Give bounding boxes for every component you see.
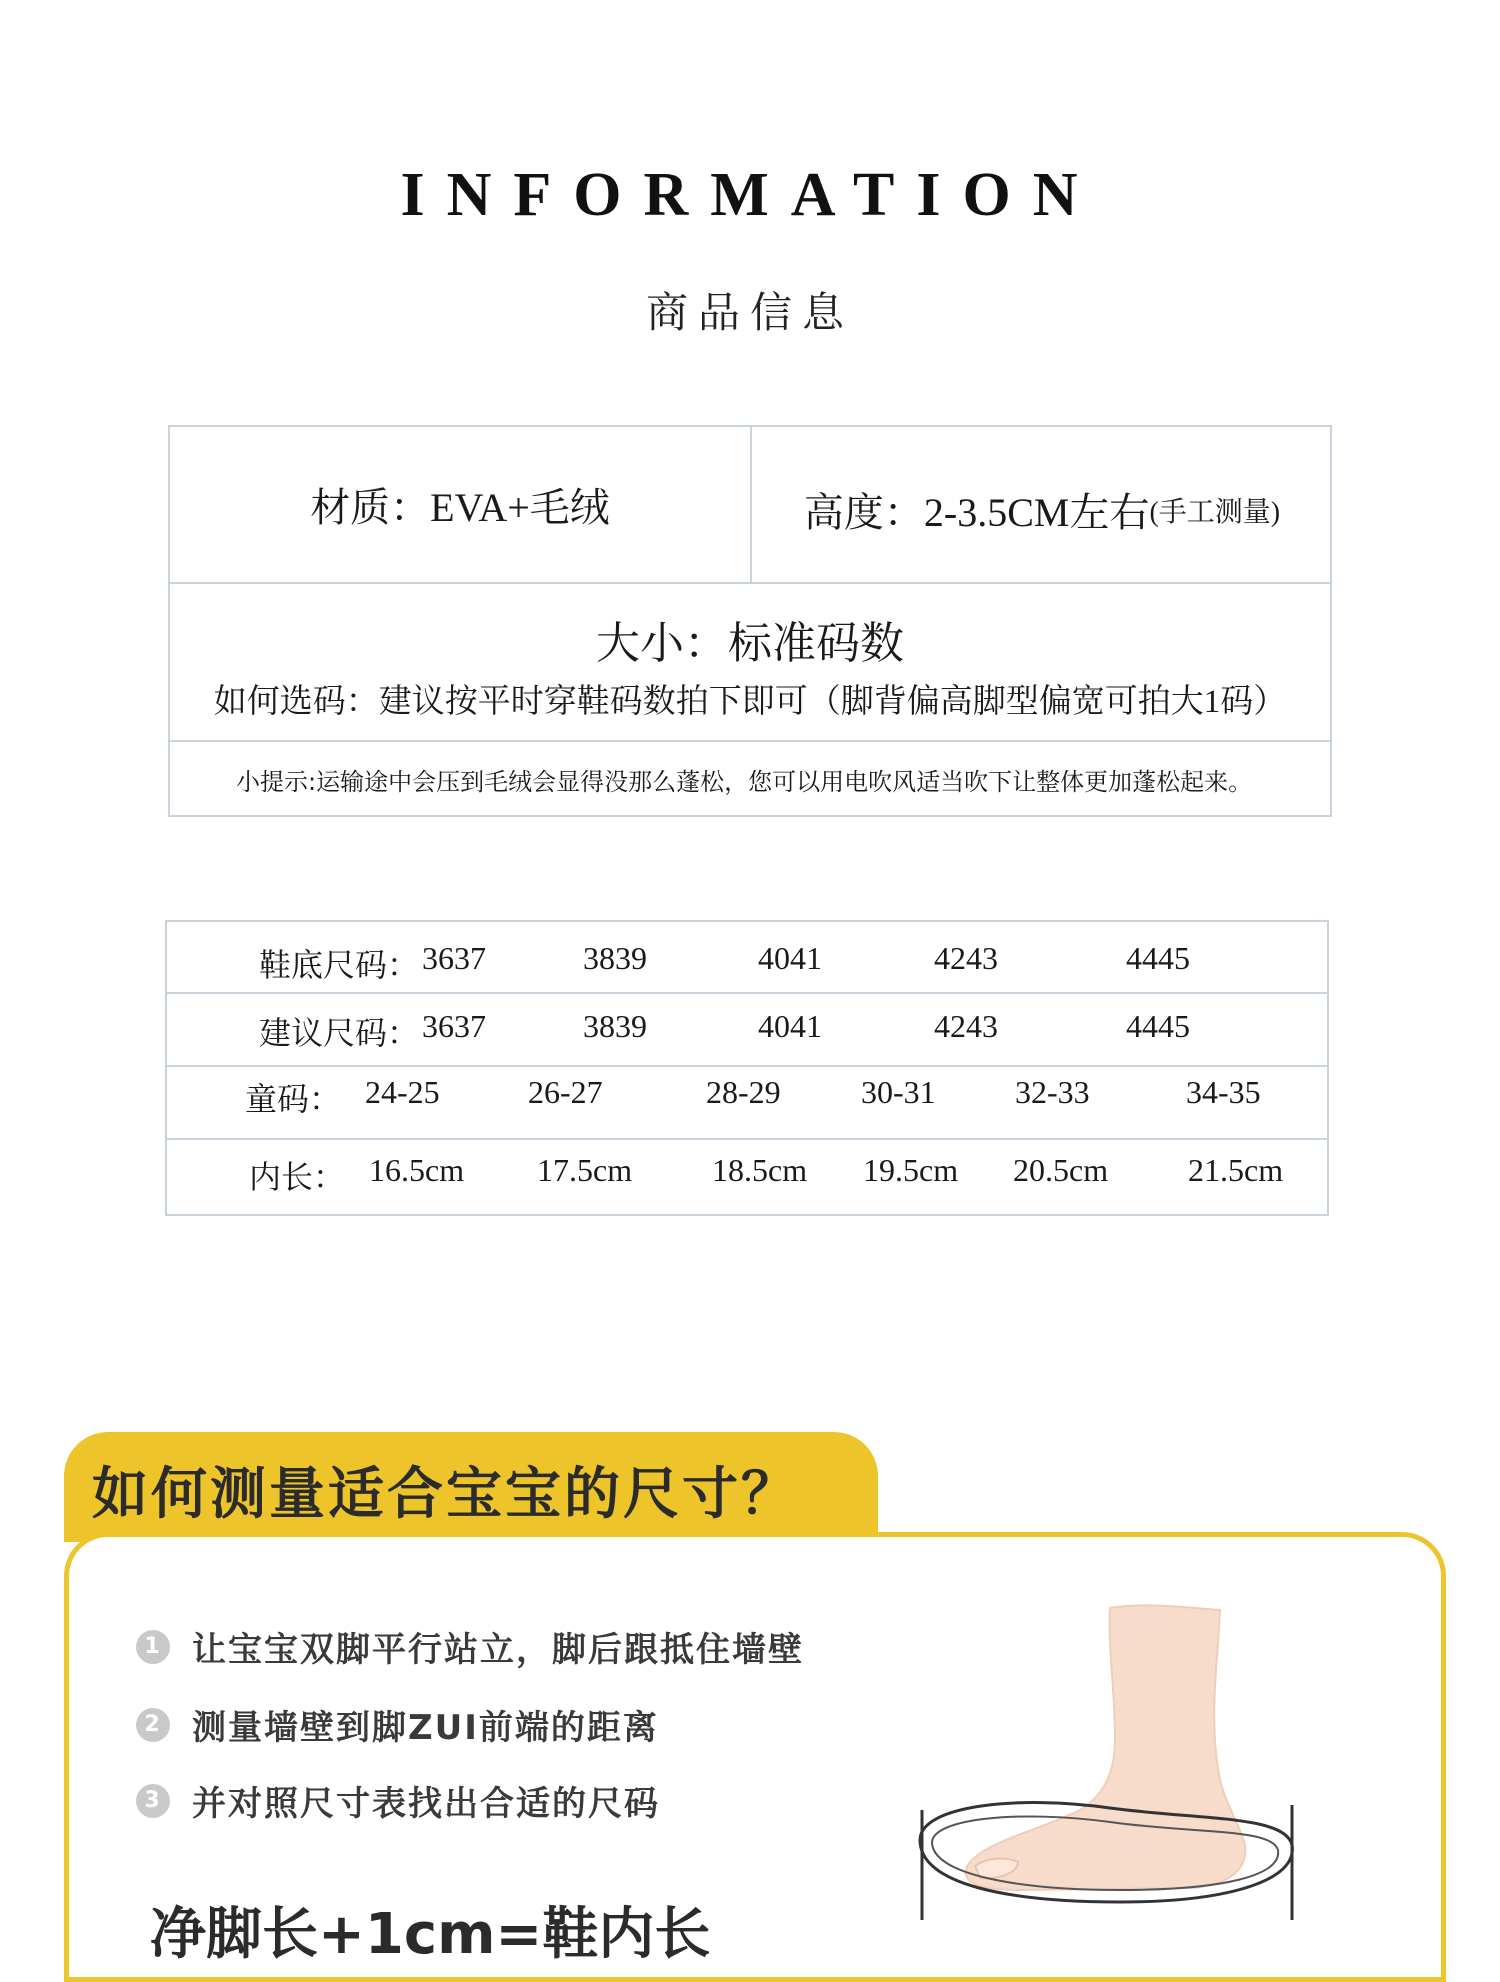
step-number-badge: 1 (136, 1630, 170, 1664)
material-text: 材质：EVA+毛绒 (310, 485, 610, 530)
table-cell: 20.5cm (1013, 1152, 1109, 1188)
table-cell: 3839 (583, 940, 647, 976)
foot-shape (966, 1605, 1246, 1890)
table-cell: 4445 (1126, 1008, 1190, 1044)
table-cell: 4243 (934, 940, 998, 976)
height-text: 高度：2-3.5CM左右 (803, 490, 1150, 535)
step-number-badge: 3 (136, 1784, 170, 1818)
row-label: 童码： (245, 1081, 342, 1117)
table-cell: 32-33 (1015, 1074, 1090, 1110)
table-cell: 3637 (422, 940, 486, 976)
step-number-badge: 2 (136, 1708, 170, 1742)
table-cell: 16.5cm (369, 1152, 465, 1188)
inner-length-row (167, 1152, 1327, 1222)
material-cell (170, 427, 750, 582)
table-cell: 28-29 (706, 1074, 781, 1110)
table-cell: 30-31 (861, 1074, 936, 1110)
suggested-size-row (167, 1008, 1327, 1078)
step-text: 并对照尺寸表找出合适的尺码 (192, 1784, 660, 1824)
step-1 (136, 1622, 804, 1671)
guide-title: 如何测量适合宝宝的尺寸？ (92, 1462, 800, 1527)
table-cell: 26-27 (528, 1074, 603, 1110)
measure-formula: 净脚长+1cm=鞋内长 (150, 1902, 711, 1967)
step-3 (136, 1776, 660, 1825)
table-cell: 17.5cm (537, 1152, 633, 1188)
foot-measure-illustration (900, 1590, 1320, 1920)
row-divider (170, 740, 1330, 742)
table-cell: 4041 (758, 1008, 822, 1044)
shipping-tip: 小提示:运输途中会压到毛绒会显得没那么蓬松，您可以用电吹风适当吹下让整体更加蓬松起来。 (236, 768, 1253, 796)
size-selection-tip: 如何选码：建议按平时穿鞋码数拍下即可（脚背偏高脚型偏宽可拍大1码） (213, 684, 1287, 720)
size-standard-text: 大小：标准码数 (596, 619, 904, 668)
row-divider (170, 582, 1330, 584)
height-cell (752, 427, 1332, 582)
table-cell: 4445 (1126, 940, 1190, 976)
product-info-table (168, 425, 1332, 817)
step-2 (136, 1700, 659, 1749)
height-note: (手工测量) (1149, 496, 1281, 528)
table-cell: 21.5cm (1188, 1152, 1284, 1188)
sole-size-row (167, 940, 1327, 1010)
kids-size-row (167, 1074, 1327, 1144)
row-label: 鞋底尺码： (259, 947, 420, 983)
table-cell: 34-35 (1186, 1074, 1261, 1110)
page-title: INFORMATION (400, 161, 1100, 229)
table-cell: 19.5cm (863, 1152, 959, 1188)
step-text: 测量墙壁到脚ZUI前端的距离 (192, 1708, 659, 1748)
size-chart-table (165, 920, 1329, 1216)
table-cell: 3637 (422, 1008, 486, 1044)
page-subtitle: 商品信息 (645, 288, 854, 337)
table-cell: 24-25 (365, 1074, 440, 1110)
table-cell: 4041 (758, 940, 822, 976)
row-label: 建议尺码： (259, 1015, 420, 1051)
step-text: 让宝宝双脚平行站立，脚后跟抵住墙壁 (192, 1630, 804, 1670)
table-cell: 4243 (934, 1008, 998, 1044)
table-cell: 3839 (583, 1008, 647, 1044)
table-cell: 18.5cm (712, 1152, 808, 1188)
row-label: 内长： (249, 1159, 346, 1195)
